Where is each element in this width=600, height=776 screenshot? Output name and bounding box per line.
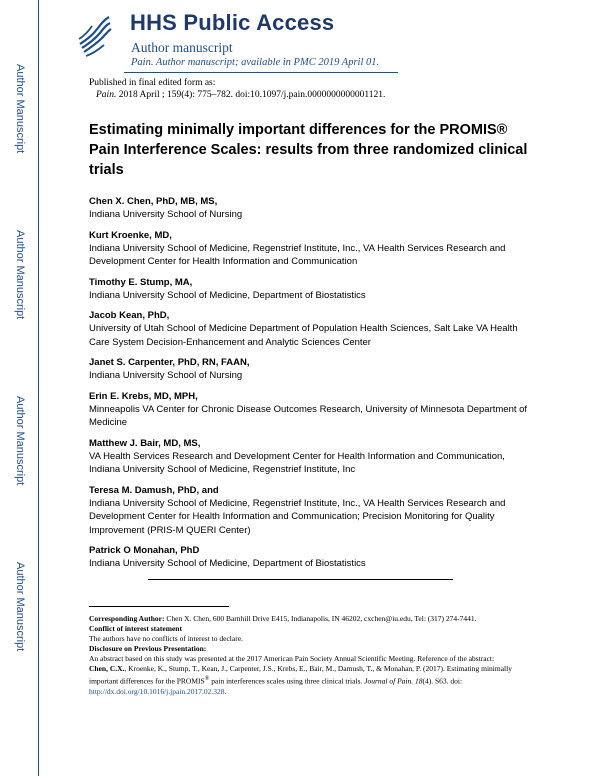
hhs-public-access-title: HHS Public Access <box>130 10 335 35</box>
author-name: Jacob Kean, PhD, <box>89 310 170 321</box>
author-affiliation: Indiana University School of Nursing <box>89 209 243 220</box>
sidebar-label: Author Manuscript <box>14 562 26 652</box>
availability-text: Author manuscript; available in PMC 2019 April 01. <box>155 57 380 68</box>
author-affiliation: Indiana University School of Medicine, Department of Biostatistics <box>89 558 366 569</box>
reference-journal: Journal of Pain. 18 <box>364 676 423 686</box>
article-title: Estimating minimally important differences for the PROMIS® Pain Interference Scales: results from three randomized clinical trials <box>89 122 528 178</box>
disclosure-text: An abstract based on this study was presented at the 2017 American Pain Society Annual Scientific Meeting. Reference of the abstract: <box>89 654 495 663</box>
footnote-divider <box>89 606 229 607</box>
reference-text-b: pain interferences scales using three clinical trials. <box>209 676 363 686</box>
author-affiliation: University of Utah School of Medicine Department of Population Health Sciences, Salt Lake VA Health Care System Decision-Enhancement and Analytic Sciences Center <box>89 323 518 348</box>
author-name: Chen X. Chen, PhD, MB, MS, <box>89 196 218 207</box>
author-name: Janet S. Carpenter, PhD, RN, FAAN, <box>89 357 250 368</box>
author-affiliation: Indiana University School of Medicine, Regenstrief Institute, Inc., VA Health Services Research and Development Center for Health Information and Communication <box>89 242 506 267</box>
author-list <box>89 195 529 578</box>
author-affiliation: Indiana University School of Medicine, Regenstrief Institute, Inc., VA Health Services Research and Development Center for Health Information and Communication; Precision Monitoring for Quality Improvement (PRIS-M QUERI Center) <box>89 497 506 536</box>
author-affiliation: Indiana University School of Medicine, Department of Biostatistics <box>89 289 366 301</box>
author-entry <box>89 356 529 383</box>
publication-citation <box>96 90 385 100</box>
availability-line <box>131 57 379 68</box>
author-entry <box>89 544 529 571</box>
corresponding-label: Corresponding Author: <box>89 614 165 623</box>
author-entry <box>89 195 529 222</box>
sidebar-label: Author Manuscript <box>14 64 26 154</box>
publication-journal: Pain. <box>96 90 117 100</box>
author-name: Timothy E. Stump, MA, <box>89 276 193 288</box>
author-name: Teresa M. Damush, PhD, and <box>89 484 219 496</box>
reference-authors: Chen, C.X. <box>89 664 125 673</box>
reference-registered-mark: ® <box>204 675 210 682</box>
sidebar-label: Author Manuscript <box>14 396 26 486</box>
author-affiliation: Indiana University School of Nursing <box>89 370 243 381</box>
author-name: Erin E. Krebs, MD, MPH, <box>89 390 198 402</box>
publication-citation-text: 2018 April ; 159(4): 775–782. doi:10.1097/j.pain.0000000000001121. <box>118 90 386 100</box>
author-entry <box>89 229 529 269</box>
author-manuscript-sidebar <box>0 0 39 776</box>
section-divider <box>148 579 453 580</box>
conflict-label: Conflict of interest statement <box>89 624 182 633</box>
conflict-text: The authors have no conflicts of interest to declare. <box>89 634 243 643</box>
author-entry <box>89 276 529 303</box>
footnotes <box>89 614 525 697</box>
corresponding-text: Chen X. Chen, 600 Barnhill Drive E415, Indianapolis, IN 46202, cxchen@iu.edu, Tel: (317) 274-7441. <box>166 614 477 623</box>
author-name: Matthew J. Bair, MD, MS, <box>89 437 201 449</box>
author-manuscript-label: Author manuscript <box>131 40 233 55</box>
hhs-eagle-logo-icon <box>76 14 114 60</box>
abstract-reference <box>89 664 525 697</box>
header-divider <box>124 72 398 73</box>
author-entry <box>89 390 529 430</box>
reference-text-a: , Kroenke, K., Stump, T., Kean, J., Carpenter, J.S., Krebs, E., Bair, M., Damush, T., & Monahan, P. (2017). Estimating minimally important differences for the PROMIS <box>89 664 512 686</box>
corresponding-author-note <box>89 614 525 624</box>
disclosure-label: Disclosure on Previous Presentation: <box>89 644 207 653</box>
author-name: Patrick O Monahan, PhD <box>89 545 200 556</box>
published-label: Published in final edited form as: <box>89 78 216 88</box>
author-name: Kurt Kroenke, MD, <box>89 229 172 241</box>
author-entry <box>89 437 529 477</box>
reference-doi-link[interactable]: http://dx.doi.org/10.1016/j.jpain.2017.02.328. <box>89 686 227 696</box>
author-entry <box>89 484 529 538</box>
author-affiliation: VA Health Services Research and Development Center for Health Information and Communication, Indiana University School of Medicine, Regenstrief Institute, Inc <box>89 450 505 475</box>
sidebar-label: Author Manuscript <box>14 230 26 320</box>
availability-journal: Pain. <box>131 57 154 68</box>
author-affiliation: Minneapolis VA Center for Chronic Disease Outcomes Research, University of Minnesota Department of Medicine <box>89 403 528 428</box>
author-entry <box>89 309 529 349</box>
reference-issue: (4). S63. doi: <box>422 676 463 686</box>
